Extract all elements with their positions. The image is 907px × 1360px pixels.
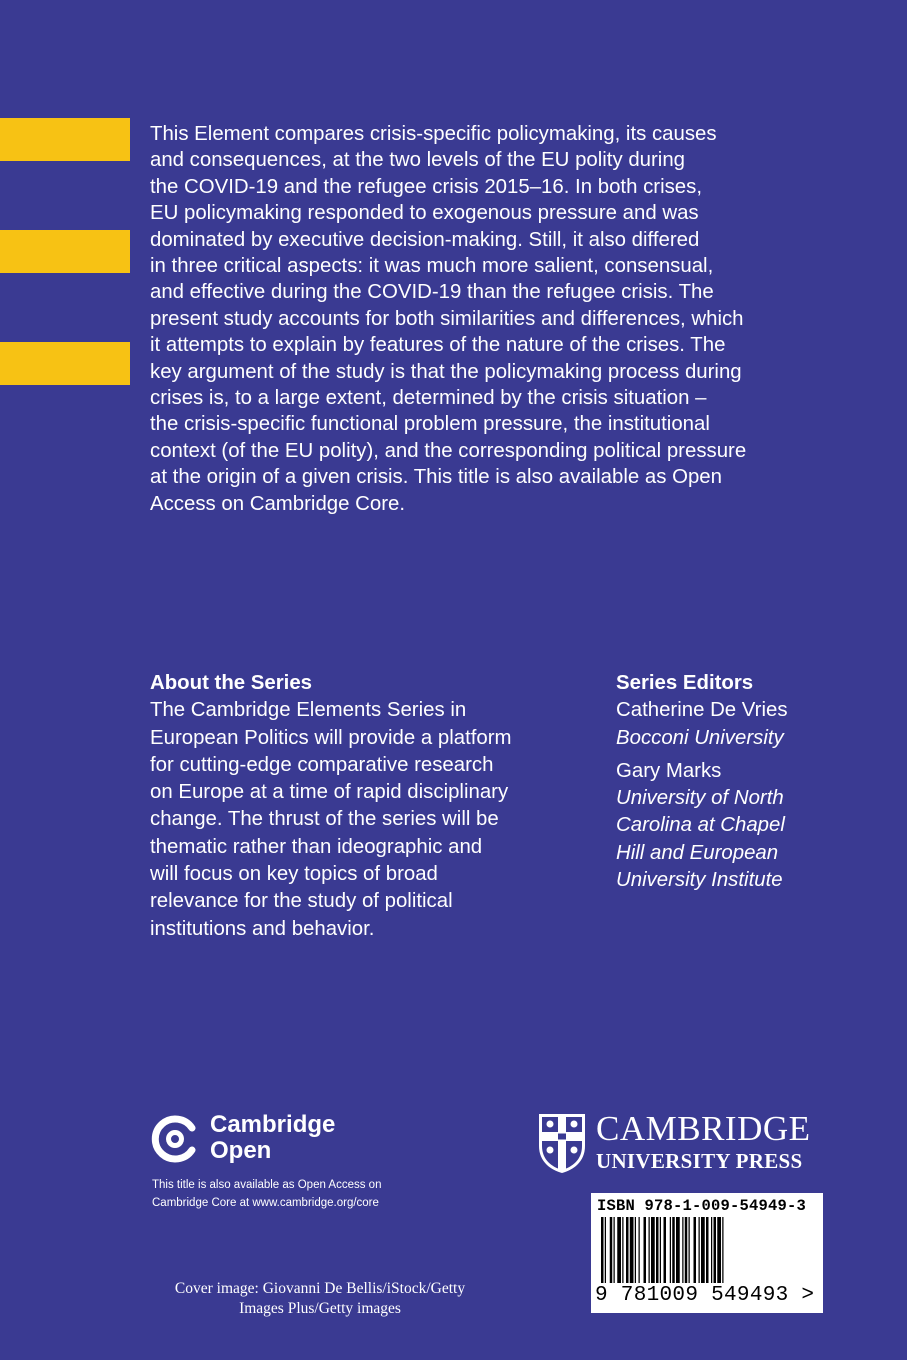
about-line: for cutting-edge comparative research	[150, 753, 494, 776]
blurb-line: and consequences, at the two levels of the EU polity during	[150, 149, 686, 172]
barcode-stripe	[672, 1217, 675, 1283]
yellow-accent-bar	[0, 342, 130, 385]
about-heading: About the Series	[150, 672, 313, 694]
open-access-note	[152, 1176, 442, 1212]
barcode-stripe	[701, 1217, 705, 1283]
cover-image-credit	[150, 1279, 490, 1319]
barcode-stripe	[614, 1217, 615, 1283]
barcode-stripe	[699, 1217, 700, 1283]
barcode-stripe	[670, 1217, 671, 1283]
barcode-stripe	[711, 1217, 712, 1283]
barcode-stripe	[689, 1217, 690, 1283]
editors-heading: Series Editors	[616, 672, 754, 694]
about-line: on Europe at a time of rapid disciplinary	[150, 781, 509, 804]
barcode-stripe	[649, 1217, 650, 1283]
blurb-line: crises is, to a large extent, determined by the crisis situation –	[150, 387, 707, 410]
cambridge-open-wordmark	[210, 1112, 335, 1164]
barcode-stripe	[664, 1217, 667, 1283]
barcode-bars	[601, 1217, 813, 1283]
about-line: relevance for the study of political	[150, 890, 453, 913]
editor-affiliation: Bocconi University	[616, 726, 784, 749]
editor-affiliation: University Institute	[616, 869, 783, 892]
about-line: European Politics will provide a platform	[150, 726, 512, 749]
blurb-line: context (of the EU polity), and the corresponding political pressure	[150, 439, 747, 462]
about-line: The Cambridge Elements Series in	[150, 699, 467, 722]
blurb-line: in three critical aspects: it was much more salient, consensual,	[150, 255, 714, 278]
barcode-stripe	[644, 1217, 647, 1283]
editor-affiliation: University of North	[616, 787, 784, 810]
barcode-stripe	[682, 1217, 683, 1283]
credit-line: Cover image: Giovanni De Bellis/iStock/Getty	[174, 1280, 466, 1297]
blurb-line: it attempts to explain by features of the nature of the crises. The	[150, 334, 726, 357]
blurb-line: and effective during the COVID-19 than the refugee crisis. The	[150, 281, 714, 304]
barcode-stripe	[706, 1217, 709, 1283]
barcode-stripe	[717, 1217, 721, 1283]
cambridge-open-line2: Open	[210, 1137, 272, 1164]
publisher-name: CAMBRIDGE	[596, 1109, 811, 1148]
barcode-stripe	[694, 1217, 697, 1283]
about-line: change. The thrust of the series will be	[150, 808, 499, 831]
barcode-stripe	[626, 1217, 629, 1283]
barcode-stripe	[610, 1217, 613, 1283]
barcode-stripe	[635, 1217, 636, 1283]
yellow-accent-bar	[0, 230, 130, 273]
editor-name: Gary Marks	[616, 759, 722, 782]
barcode-stripe	[639, 1217, 640, 1283]
editor-name: Catherine De Vries	[616, 699, 788, 722]
university-shield-icon	[537, 1112, 587, 1174]
about-the-series	[150, 670, 600, 943]
cambridge-university-press-logo	[537, 1109, 827, 1174]
blurb-line: Access on Cambridge Core.	[150, 492, 405, 515]
about-line: will focus on key topics of broad	[150, 863, 438, 886]
editor-affiliation: Hill and European	[616, 841, 779, 864]
barcode-stripe	[714, 1217, 717, 1283]
about-line: institutions and behavior.	[150, 917, 375, 940]
barcode-digits: 9 781009 549493 >	[595, 1284, 815, 1307]
blurb-line: key argument of the study is that the policymaking process during	[150, 360, 742, 383]
barcode-stripe	[630, 1217, 634, 1283]
cambridge-open-logo	[150, 1112, 420, 1168]
cambridge-open-line1: Cambridge	[210, 1111, 336, 1138]
barcode-stripe	[622, 1217, 623, 1283]
cambridge-open-icon	[150, 1114, 200, 1164]
publisher-subtitle: UNIVERSITY PRESS	[596, 1149, 803, 1173]
barcode-stripe	[605, 1217, 606, 1283]
barcode-stripe	[676, 1217, 680, 1283]
blurb-line: at the origin of a given crisis. This title is also available as Open	[150, 466, 722, 489]
barcode-stripe	[722, 1217, 723, 1283]
blurb-line: This Element compares crisis-specific policymaking, its causes	[150, 123, 717, 145]
barcode-stripe	[656, 1217, 659, 1283]
blurb-line: dominated by executive decision-making. Still, it also differed	[150, 228, 700, 251]
isbn-barcode	[591, 1193, 823, 1313]
barcode-stripe	[617, 1217, 621, 1283]
about-line: thematic rather than ideographic and	[150, 835, 483, 858]
yellow-accent-bar	[0, 118, 130, 161]
credit-line: Images Plus/Getty images	[239, 1300, 401, 1317]
blurb-line: the crisis-specific functional problem pressure, the institutional	[150, 413, 710, 436]
blurb-line: present study accounts for both similarities and differences, which	[150, 307, 744, 330]
open-access-note-line: This title is also available as Open Access on	[152, 1179, 382, 1191]
barcode-stripe	[685, 1217, 688, 1283]
blurb-line: EU policymaking responded to exogenous pressure and was	[150, 202, 699, 225]
series-editors	[616, 670, 846, 894]
open-access-note-line: Cambridge Core at www.cambridge.org/core	[152, 1197, 379, 1209]
barcode-stripe	[601, 1217, 604, 1283]
isbn-label: ISBN 978-1-009-54949-3	[597, 1197, 807, 1215]
editor-affiliation: Carolina at Chapel	[616, 814, 785, 837]
blurb-line: the COVID-19 and the refugee crisis 2015–16. In both crises,	[150, 175, 702, 198]
book-blurb	[150, 121, 840, 517]
barcode-stripe	[651, 1217, 655, 1283]
barcode-stripe	[660, 1217, 661, 1283]
